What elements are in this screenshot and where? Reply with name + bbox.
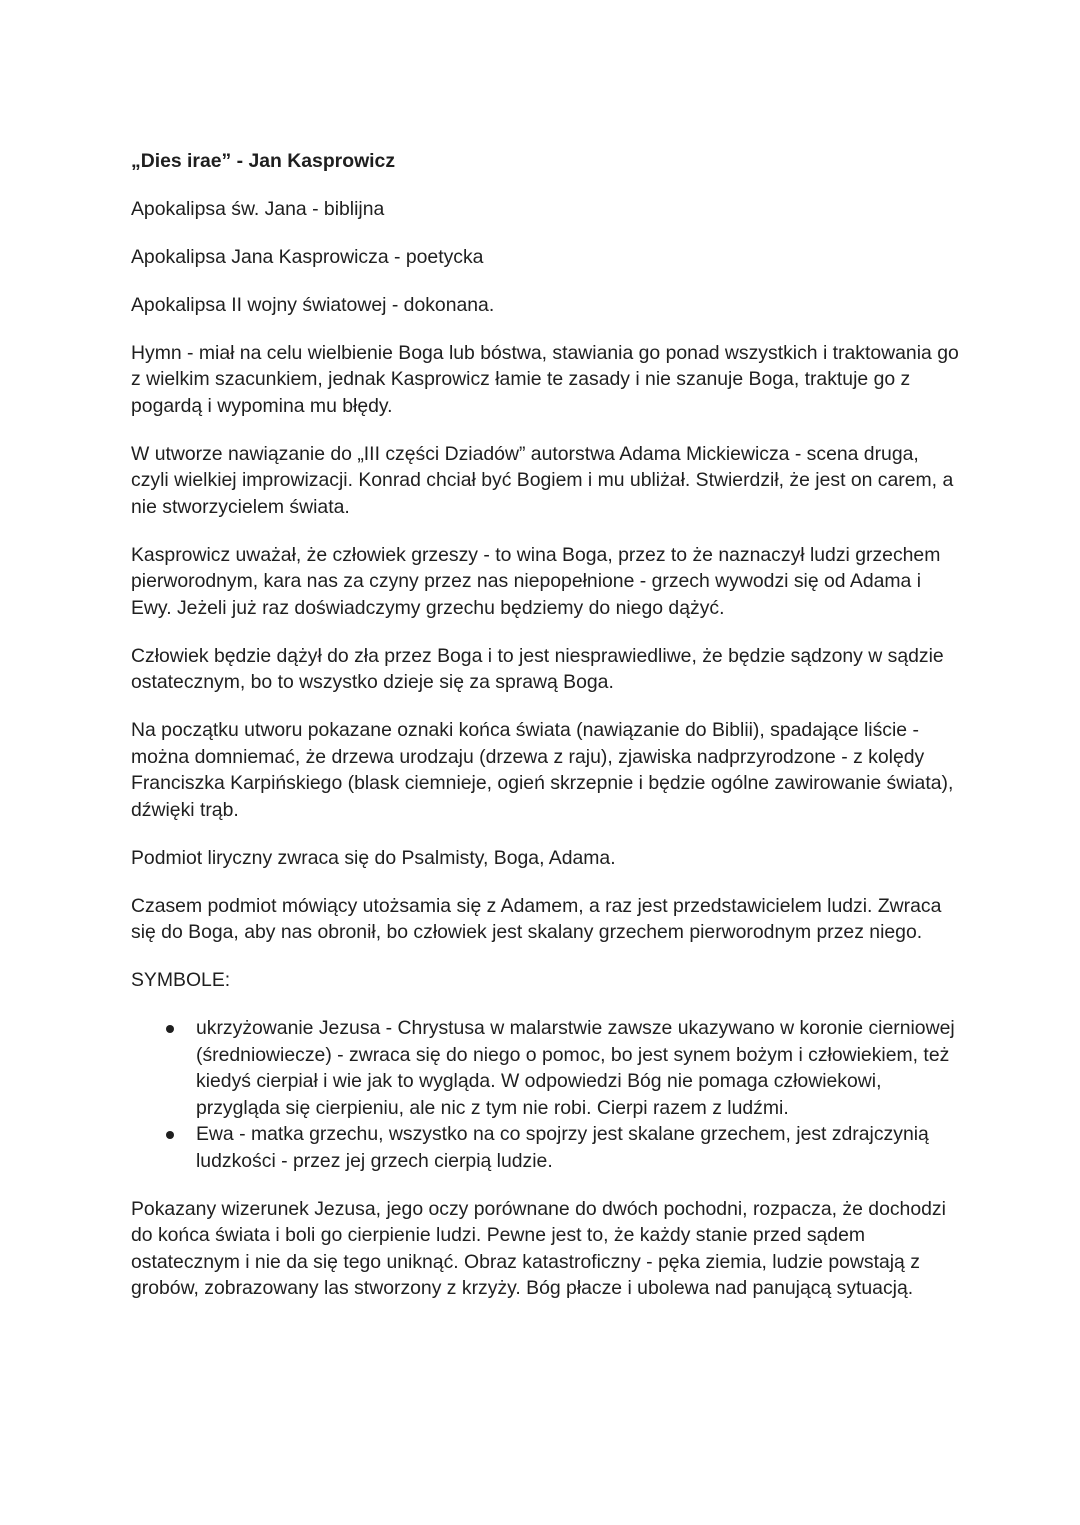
paragraph-end-of-world-signs: Na początku utworu pokazane oznaki końca świata (nawiązanie do Biblii), spadające liście - można domniemać, że drzewa urodzaju (drzewa z raju), zjawiska nadprzyrodzone - z kolędy Franciszka Karpińskiego (blask ciemnieje, ogień skrzepnie i będzie ogólne zawirowanie świata), dźwięki trąb. (131, 719, 954, 821)
paragraph-dziady-reference: W utworze nawiązanie do „III części Dziadów” autorstwa Adama Mickiewicza - scena druga, czyli wielkiej improwizacji. Konrad chciał być Bogiem i mu ubliżał. Stwierdził, że jest on carem, a nie stworzycielem świata. (131, 442, 954, 518)
list-item (196, 1121, 961, 1174)
symbol-text: Ewa - matka grzechu, wszystko na co spojrzy jest skalane grzechem, jest zdrajczynią ludzkości - przez jej grzech cierpią ludzie. (196, 1123, 929, 1172)
bullet-icon (166, 1131, 174, 1139)
paragraph-closing: Pokazany wizerunek Jezusa, jego oczy porównane do dwóch pochodni, rozpacza, że dochodzi do końca świata i boli go cierpienie ludzi. Pewne jest to, że każdy stanie przed sądem ostatecznym i nie da się tego uniknąć. Obraz katastroficzny - pęka ziemia, ludzie powstają z grobów, zobrazowany las stworzony z krzyży. Bóg płacze i ubolewa nad panującą sytuacją. (131, 1197, 946, 1299)
paragraph-judgement: Człowiek będzie dążył do zła przez Boga i to jest niesprawiedliwe, że będzie sądzony w sądzie ostatecznym, bo to wszystko dzieje się za sprawą Boga. (131, 644, 944, 693)
paragraph-apocalypse-ww2: Apokalipsa II wojny światowej - dokonana. (131, 293, 495, 316)
paragraph-identification-adam: Czasem podmiot mówiący utożsamia się z Adamem, a raz jest przedstawicielem ludzi. Zwraca się do Boga, aby nas obronił, bo człowiek jest skalany grzechem pierworodnym przez niego. (131, 894, 942, 943)
paragraph-lyrical-subject: Podmiot liryczny zwraca się do Psalmisty, Boga, Adama. (131, 846, 616, 869)
bullet-icon (166, 1025, 174, 1033)
list-item (196, 1015, 961, 1121)
symbol-text: ukrzyżowanie Jezusa - Chrystusa w malarstwie zawsze ukazywano w koronie cierniowej (średniowiecze) - zwraca się do niego o pomoc, bo jest synem bożym i człowiekiem, też kiedyś cierpiał i wie jak to wygląda. W odpowiedzi Bóg nie pomaga człowiekowi, przygląda się cierpieniu, ale nic z tym nie robi. Cierpi razem z ludźmi. (196, 1017, 955, 1119)
paragraph-apocalypse-john: Apokalipsa św. Jana - biblijna (131, 197, 385, 220)
paragraph-human-sin: Kasprowicz uważał, że człowiek grzeszy - to wina Boga, przez to że naznaczył ludzi grzechem pierworodnym, kara nas za czyny przez nas niepopełnione - grzech wywodzi się od Adama i Ewy. Jeżeli już raz doświadczymy grzechu będziemy do niego dążyć. (131, 543, 941, 619)
document-title: „Dies irae” - Jan Kasprowicz (131, 150, 396, 172)
document-page (131, 148, 961, 1323)
paragraph-apocalypse-kasprowicz: Apokalipsa Jana Kasprowicza - poetycka (131, 245, 484, 268)
paragraph-hymn: Hymn - miał na celu wielbienie Boga lub bóstwa, stawiania go ponad wszystkich i traktowania go z wielkim szacunkiem, jednak Kasprowicz łamie te zasady i nie szanuje Boga, traktuje go z pogardą i wypomina mu błędy. (131, 341, 959, 417)
symbols-heading: SYMBOLE: (131, 969, 231, 991)
symbols-list (131, 1015, 961, 1174)
